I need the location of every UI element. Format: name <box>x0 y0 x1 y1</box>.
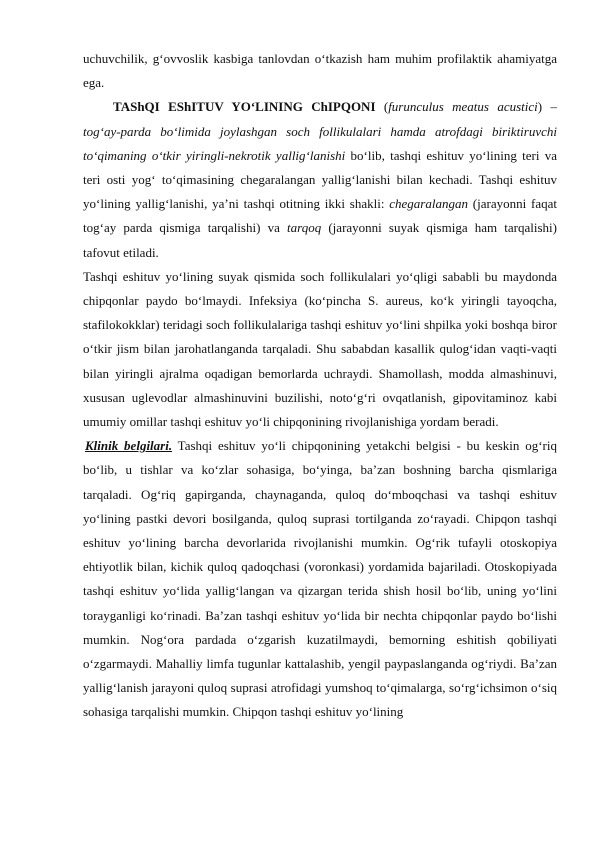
latin-close: ) <box>537 99 543 115</box>
paragraph-prevention: uchuvchilik, g‘ovvoslik kasbiga tanlovdan o‘tkazish ham muhim profilaktik ahamiyatga ega. <box>83 51 557 91</box>
paragraph-definition <box>83 95 557 264</box>
clinical-signs-heading: Klinik belgilari. <box>85 438 173 454</box>
section-title: TAShQI EShITUV YO‘LINING ChIPQONI <box>113 99 376 115</box>
latin-open: ( <box>375 99 389 115</box>
dash: – <box>542 99 557 115</box>
paragraph-etiology: Tashqi eshituv yo‘lining suyak qismida soch follikulalari yo‘qligi sababli bu maydonda chipqonlar paydo bo‘lmaydi. Infeksiya (ko‘pincha S. aureus, ko‘k yiringli tayoqcha, stafilokokklar) teridagi soch follikulalariga tashqi eshituv yo‘lini shpilka yoki boshqa biror o‘tkir jism bilan jarohatlanganda tarqaladi. Shu sababdan kasallik qulog‘idan vaqti-vaqti bilan yiringli ajralma oqadigan bemorlarda uchraydi. Shamollash, modda almashinuvi, xususan uglevodlar almashinuvini buzilishi, noto‘g‘ri ovqatlanish, gipovitaminoz kabi umumiy omillar tashqi eshituv yo‘li chipqonining rivojlanishiga yordam beradi. <box>83 268 557 430</box>
definition-text-3: (jarayonni suyak qismiga ham tarqalishi) tafovut etiladi. <box>83 220 557 260</box>
form-diffuse: tarqoq <box>287 220 322 236</box>
definition-italic: tog‘ay-parda bo‘limida joylashgan soch follikulalari hamda atrofdagi biriktiruvchi to‘qimaning o‘tkir yiringli-nekrotik yallig‘lanishi <box>83 123 557 163</box>
latin-term: furunculus meatus acustici <box>388 99 538 115</box>
paragraph-clinical-signs <box>83 434 557 724</box>
clinical-signs-text: Tashqi eshituv yo‘li chipqonining yetakchi belgisi - bu keskin og‘riq bo‘lib, u tishlar va ko‘zlar sohasiga, bo‘yinga, ba’zan boshning barcha qismlariga tarqaladi. Og‘riq gapirganda, chaynaganda, quloq do‘mboqchasi va tashqi eshituv yo‘lining pastki devori bosilganda, quloq suprasi tortilganda zo‘rayadi. Chipqon tashqi eshituv yo‘lining barcha devorlarida rivojlanishi mumkin. Og‘rik tufayli otoskopiya ehtiyotlik bilan, kichik quloq qadoqchasi (voronkasi) yordamida bajariladi. Otoskopiyada tashqi eshituv yo‘lida yallig‘langan va qizargan terida shish hosil bo‘lib, uning yo‘lini torayganligi ko‘rinadi. Ba’zan tashqi eshituv yo‘lida bir nechta chipqonlar paydo bo‘lishi mumkin. Nog‘ora pardada o‘zgarish kuzatilmaydi, bemorning eshitish qobiliyati o‘zgarmaydi. Mahalliy limfa tugunlar kattalashib, yengil paypaslanganda og‘riydi. Ba’zan yallig‘lanish jarayoni quloq suprasi atrofidagi yumshoq to‘qimalarga, so‘rg‘ichsimon o‘siq sohasiga tarqalishi mumkin. Chipqon tashqi eshituv yo‘lining <box>83 438 557 720</box>
definition-text-1: bo‘lib, tashqi eshituv yo‘lining teri va teri osti yog‘ to‘qimasining chegaralangan yallig‘lanishi bilan kechadi. Tashqi eshituv yo‘lining yallig‘lanishi, ya’ni tashqi otitning ikki shakli: <box>83 147 557 212</box>
definition-text-2: (jarayonni faqat tog‘ay parda qismiga tarqalishi) va <box>83 196 557 236</box>
form-limited: chegaralangan <box>389 196 468 212</box>
document-page <box>83 47 557 725</box>
